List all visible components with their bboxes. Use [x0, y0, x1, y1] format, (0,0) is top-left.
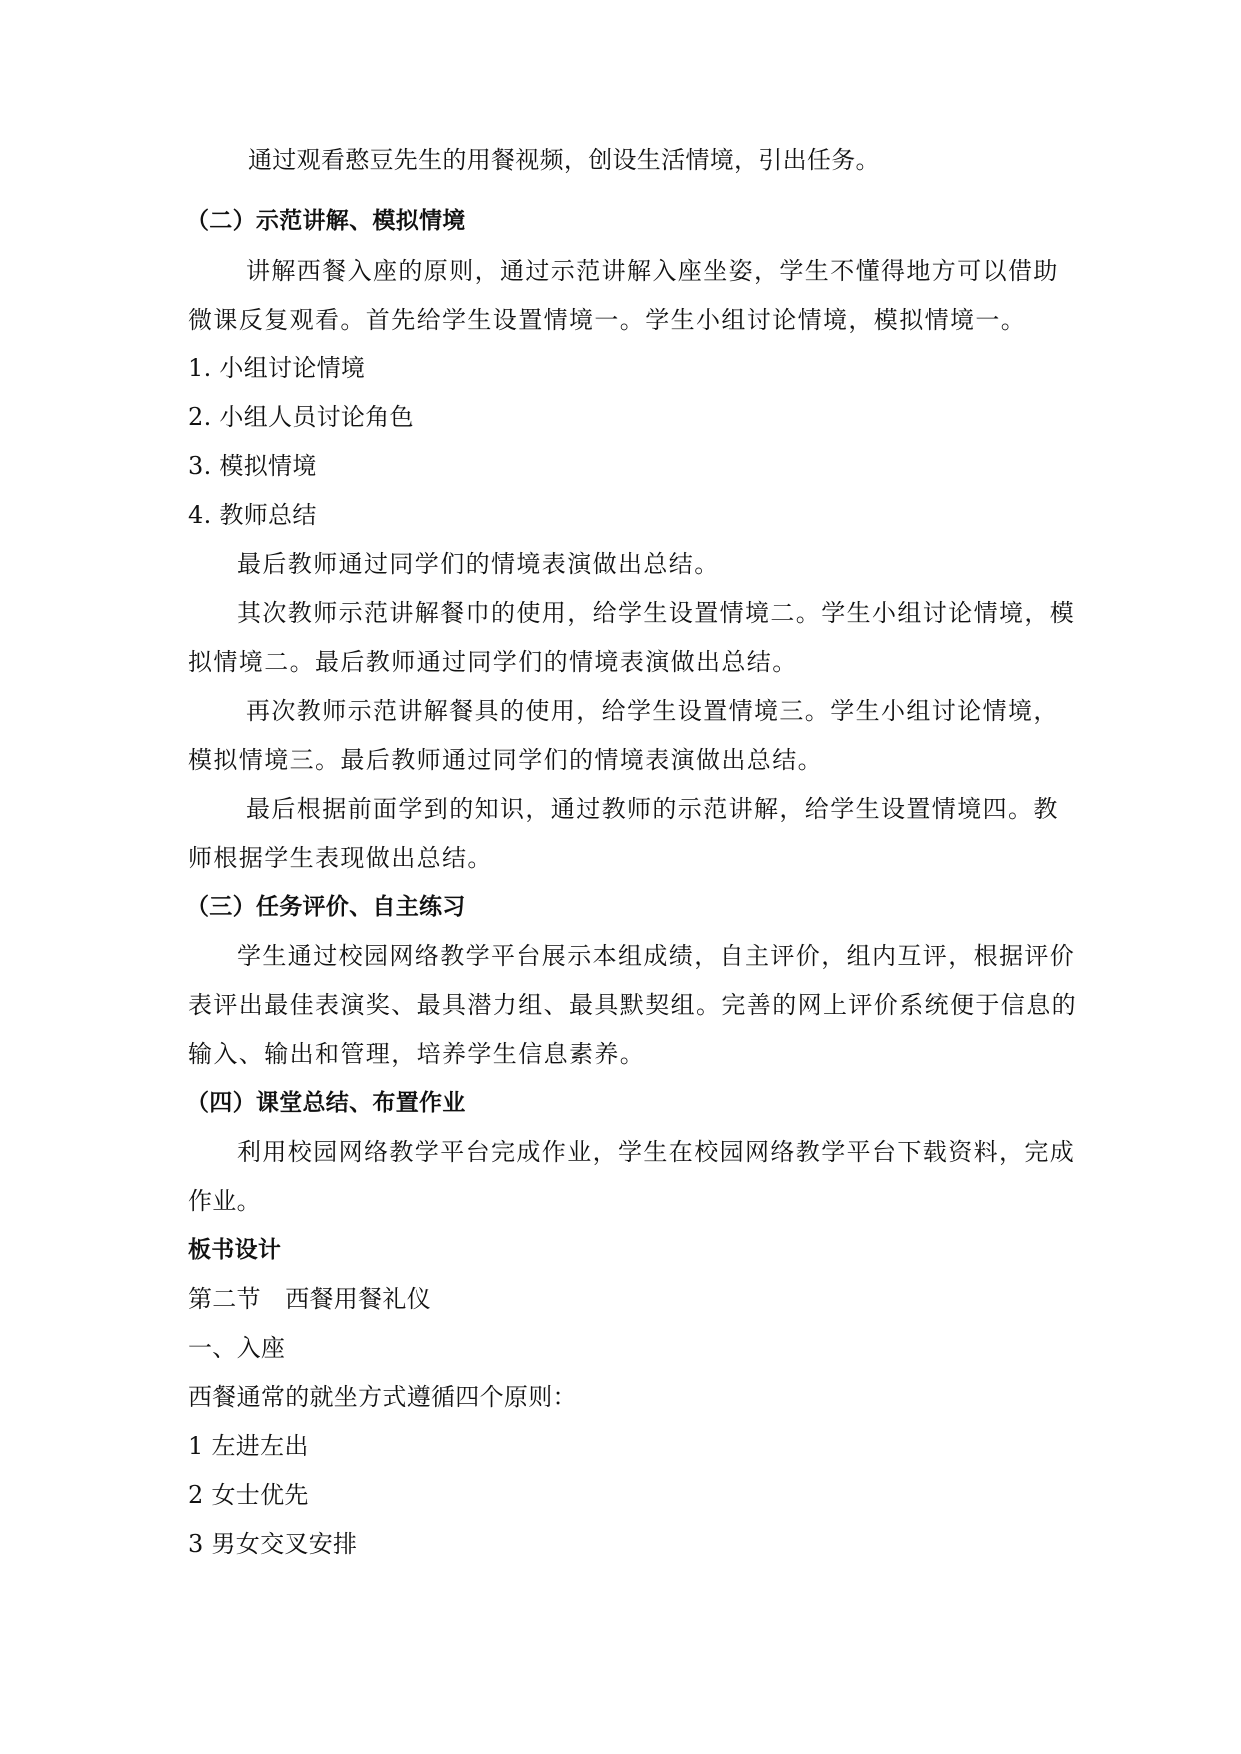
board-subheading: 一、入座: [188, 1334, 286, 1362]
section-heading-2: （二）示范讲解、模拟情境: [186, 208, 466, 234]
paragraph-intro: 通过观看憨豆先生的用餐视频，创设生活情境，引出任务。: [248, 146, 880, 174]
paragraph-cutlery-line1: 再次教师示范讲解餐具的使用，给学生设置情境三。学生小组讨论情境，: [246, 697, 1059, 725]
step-item: 1. 小组讨论情境: [188, 354, 366, 382]
paragraph-evaluation-line2: 表评出最佳表演奖、最具潜力组、最具默契组。完善的网上评价系统便于信息的: [188, 991, 1077, 1019]
paragraph-homework-line1: 利用校园网络教学平台完成作业，学生在校园网络教学平台下载资料，完成: [237, 1138, 1076, 1166]
step-item: 4. 教师总结: [188, 501, 317, 529]
paragraph-homework-line2: 作业。: [188, 1187, 261, 1215]
paragraph-cutlery-line2: 模拟情境三。最后教师通过同学们的情境表演做出总结。: [188, 746, 823, 774]
paragraph-seating-line1: 讲解西餐入座的原则，通过示范讲解入座坐姿，学生不懂得地方可以借助: [246, 257, 1059, 285]
principle-item: 2 女士优先: [188, 1481, 309, 1509]
paragraph-seating-line2: 微课反复观看。首先给学生设置情境一。学生小组讨论情境，模拟情境一。: [188, 306, 1027, 334]
principle-item: 1 左进左出: [188, 1432, 309, 1460]
section-heading-4: （四）课堂总结、布置作业: [186, 1090, 466, 1116]
paragraph-scenario4-line1: 最后根据前面学到的知识，通过教师的示范讲解，给学生设置情境四。教: [246, 795, 1059, 823]
paragraph-evaluation-line1: 学生通过校园网络教学平台展示本组成绩，自主评价，组内互评，根据评价: [237, 942, 1076, 970]
board-intro: 西餐通常的就坐方式遵循四个原则：: [188, 1383, 577, 1411]
paragraph-napkin-line2: 拟情境二。最后教师通过同学们的情境表演做出总结。: [188, 648, 798, 676]
step-item: 3. 模拟情境: [188, 452, 317, 480]
board-design-heading: 板书设计: [188, 1237, 282, 1263]
paragraph-summary: 最后教师通过同学们的情境表演做出总结。: [237, 550, 720, 578]
paragraph-evaluation-line3: 输入、输出和管理，培养学生信息素养。: [188, 1040, 646, 1068]
section-heading-3: （三）任务评价、自主练习: [186, 894, 466, 920]
step-item: 2. 小组人员讨论角色: [188, 403, 414, 431]
paragraph-scenario4-line2: 师根据学生表现做出总结。: [188, 844, 493, 872]
principle-item: 3 男女交叉安排: [188, 1530, 358, 1558]
paragraph-napkin-line1: 其次教师示范讲解餐巾的使用，给学生设置情境二。学生小组讨论情境，模: [237, 599, 1076, 627]
lesson-title: 第二节 西餐用餐礼仪: [188, 1285, 431, 1313]
